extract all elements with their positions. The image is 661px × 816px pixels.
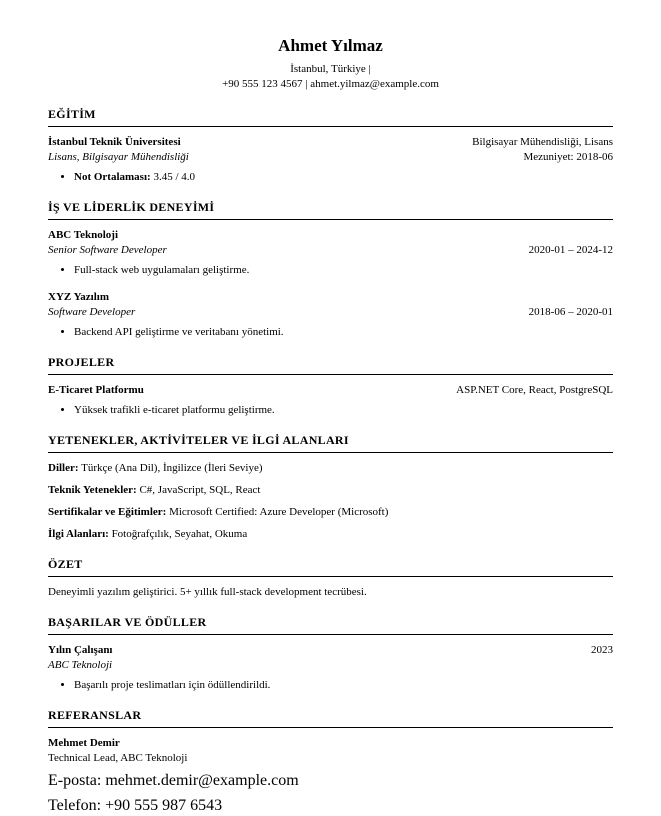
projects-title: PROJELER xyxy=(48,355,613,375)
job-dates: 2020-01 – 2024-12 xyxy=(528,244,613,256)
gpa-bullet xyxy=(74,170,613,185)
reference-name: Mehmet Demir xyxy=(48,737,120,749)
graduation-date: Mezuniyet: 2018-06 xyxy=(523,151,613,163)
award-year: 2023 xyxy=(591,644,613,656)
award-name: Yılın Çalışanı xyxy=(48,644,113,656)
skills-title: YETENEKLER, AKTİVİTELER VE İLGİ ALANLARI xyxy=(48,433,613,453)
job-dates: 2018-06 – 2020-01 xyxy=(528,306,613,318)
skill-label: İlgi Alanları: xyxy=(48,528,109,540)
company-name: ABC Teknoloji xyxy=(48,229,118,241)
awards-title: BAŞARILAR VE ÖDÜLLER xyxy=(48,615,613,635)
award-bullets xyxy=(48,678,613,693)
section-skills xyxy=(48,433,613,542)
job-role: Senior Software Developer xyxy=(48,244,167,256)
contact-block xyxy=(48,62,613,92)
section-education xyxy=(48,107,613,185)
education-degree-right: Bilgisayar Mühendisliği, Lisans xyxy=(472,136,613,148)
education-row-1 xyxy=(48,135,613,150)
skill-value: Türkçe (Ana Dil), İngilizce (İleri Seviye) xyxy=(81,462,263,474)
skill-value: Microsoft Certified: Azure Developer (Microsoft) xyxy=(169,506,389,518)
section-summary xyxy=(48,557,613,600)
reference-phone: Telefon: +90 555 987 6543 xyxy=(48,797,223,814)
section-experience xyxy=(48,200,613,340)
skill-label: Sertifikalar ve Eğitimler: xyxy=(48,506,167,518)
project-tech: ASP.NET Core, React, PostgreSQL xyxy=(456,384,613,396)
skill-label: Diller: xyxy=(48,462,79,474)
job-bullet: • Backend API geliştirme ve veritabanı yönetimi. xyxy=(74,325,613,340)
job-company-row xyxy=(48,290,613,305)
experience-title: İŞ VE LİDERLİK DENEYİMİ xyxy=(48,200,613,220)
award-org: ABC Teknoloji xyxy=(48,659,113,671)
education-bullets xyxy=(48,170,613,185)
skill-row-technical xyxy=(48,483,613,498)
summary-text: Deneyimli yazılım geliştirici. 5+ yıllık full-stack development tecrübesi. xyxy=(48,586,367,598)
job-bullets xyxy=(48,325,613,340)
reference-role: Technical Lead, ABC Teknoloji xyxy=(48,752,188,764)
skill-row-languages xyxy=(48,461,613,476)
degree-name: Lisans, Bilgisayar Mühendisliği xyxy=(48,151,189,163)
resume-header xyxy=(48,36,613,92)
contact-line: +90 555 123 4567 | ahmet.yilmaz@example.com xyxy=(222,78,439,90)
education-row-2 xyxy=(48,150,613,165)
award-row xyxy=(48,643,613,658)
job-bullet: • Full-stack web uygulamaları geliştirme. xyxy=(74,263,613,278)
job-bullets xyxy=(48,263,613,278)
skill-value: C#, JavaScript, SQL, React xyxy=(139,484,261,496)
skill-row-certifications xyxy=(48,505,613,520)
skill-value: Fotoğrafçılık, Seyahat, Okuma xyxy=(111,528,248,540)
job-company-row xyxy=(48,228,613,243)
skill-row-interests xyxy=(48,527,613,542)
project-bullets xyxy=(48,403,613,418)
location-line: İstanbul, Türkiye | xyxy=(290,63,371,75)
references-title: REFERANSLAR xyxy=(48,708,613,728)
gpa-label: Not Ortalaması: xyxy=(74,171,151,183)
award-org-row xyxy=(48,658,613,673)
section-projects xyxy=(48,355,613,418)
job-entry xyxy=(48,290,613,340)
job-role-row xyxy=(48,305,613,320)
project-row xyxy=(48,383,613,398)
skill-label: Teknik Yetenekler: xyxy=(48,484,137,496)
candidate-name: Ahmet Yılmaz xyxy=(278,36,383,55)
project-name: E-Ticaret Platformu xyxy=(48,384,144,396)
gpa-value: 3.45 / 4.0 xyxy=(153,171,195,183)
job-role-row xyxy=(48,243,613,258)
job-entry xyxy=(48,228,613,278)
company-name: XYZ Yazılım xyxy=(48,291,110,303)
school-name: İstanbul Teknik Üniversitesi xyxy=(48,136,181,148)
reference-email: E-posta: mehmet.demir@example.com xyxy=(48,772,299,789)
project-bullet: • Yüksek trafikli e-ticaret platformu geliştirme. xyxy=(74,403,613,418)
section-awards xyxy=(48,615,613,693)
job-role: Software Developer xyxy=(48,306,136,318)
summary-title: ÖZET xyxy=(48,557,613,577)
award-bullet: • Başarılı proje teslimatları için ödüllendirildi. xyxy=(74,678,613,693)
education-title: EĞİTİM xyxy=(48,107,613,127)
